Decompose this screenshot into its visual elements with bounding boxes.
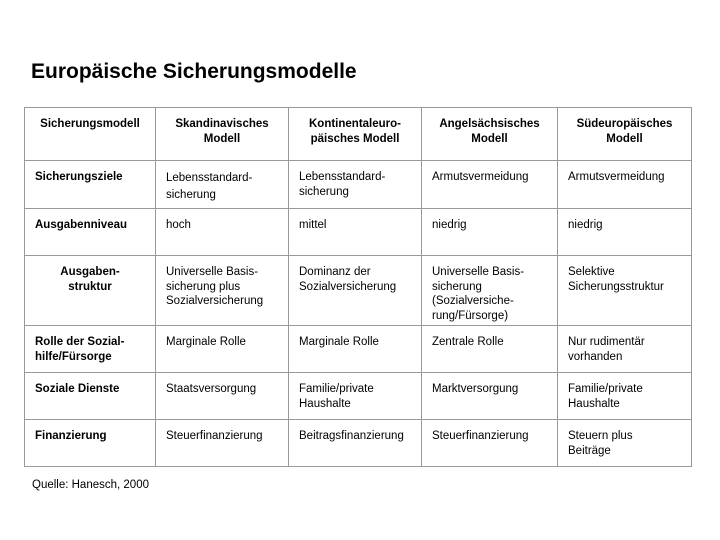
table-cell: niedrig xyxy=(422,209,558,256)
table-cell: Steuerfinanzierung xyxy=(156,420,289,467)
row-header-spending-structure: Ausgaben- struktur xyxy=(25,256,156,326)
table-cell: Familie/private Haushalte xyxy=(558,373,692,420)
row-header-welfare-role: Rolle der Sozial- hilfe/Fürsorge xyxy=(25,326,156,373)
page-title: Europäische Sicherungsmodelle xyxy=(31,60,357,83)
table-row xyxy=(25,161,692,209)
table-row xyxy=(25,326,692,373)
table-cell: Marktversorgung xyxy=(422,373,558,420)
table-row xyxy=(25,209,692,256)
table-cell: Armutsvermeidung xyxy=(558,161,692,209)
table-cell: Steuerfinanzierung xyxy=(422,420,558,467)
table-cell: mittel xyxy=(289,209,422,256)
column-header-southern: Südeuropäisches Modell xyxy=(558,108,692,161)
row-header-financing: Finanzierung xyxy=(25,420,156,467)
table-cell: Lebensstandard- sicherung xyxy=(156,161,289,209)
table-cell: Marginale Rolle xyxy=(156,326,289,373)
table-cell: Staatsversorgung xyxy=(156,373,289,420)
table-cell: niedrig xyxy=(558,209,692,256)
table-cell: Beitragsfinanzierung xyxy=(289,420,422,467)
column-header-model: Sicherungsmodell xyxy=(25,108,156,161)
table-header-row xyxy=(25,108,692,161)
table-row xyxy=(25,256,692,326)
row-header-social-services: Soziale Dienste xyxy=(25,373,156,420)
table-cell: Lebensstandard- sicherung xyxy=(289,161,422,209)
table-cell: Nur rudimentär vorhanden xyxy=(558,326,692,373)
security-models-table xyxy=(24,107,692,467)
table-cell: Marginale Rolle xyxy=(289,326,422,373)
table-cell: Armutsvermeidung xyxy=(422,161,558,209)
table-cell: Familie/private Haushalte xyxy=(289,373,422,420)
table-cell: Steuern plus Beiträge xyxy=(558,420,692,467)
table-cell: hoch xyxy=(156,209,289,256)
column-header-continental: Kontinentaleuro- päisches Modell xyxy=(289,108,422,161)
source-citation: Quelle: Hanesch, 2000 xyxy=(32,479,149,491)
table-cell: Universelle Basis- sicherung (Sozialversiche- rung/Fürsorge) xyxy=(422,256,558,326)
table-cell: Selektive Sicherungsstruktur xyxy=(558,256,692,326)
table-row xyxy=(25,373,692,420)
table-cell: Zentrale Rolle xyxy=(422,326,558,373)
column-header-scandinavian: Skandinavisches Modell xyxy=(156,108,289,161)
table-cell: Dominanz der Sozialversicherung xyxy=(289,256,422,326)
column-header-anglo-saxon: Angelsächsisches Modell xyxy=(422,108,558,161)
row-header-spending-level: Ausgabenniveau xyxy=(25,209,156,256)
row-header-security-goals: Sicherungsziele xyxy=(25,161,156,209)
table-cell: Universelle Basis- sicherung plus Sozialversicherung xyxy=(156,256,289,326)
table-row xyxy=(25,420,692,467)
